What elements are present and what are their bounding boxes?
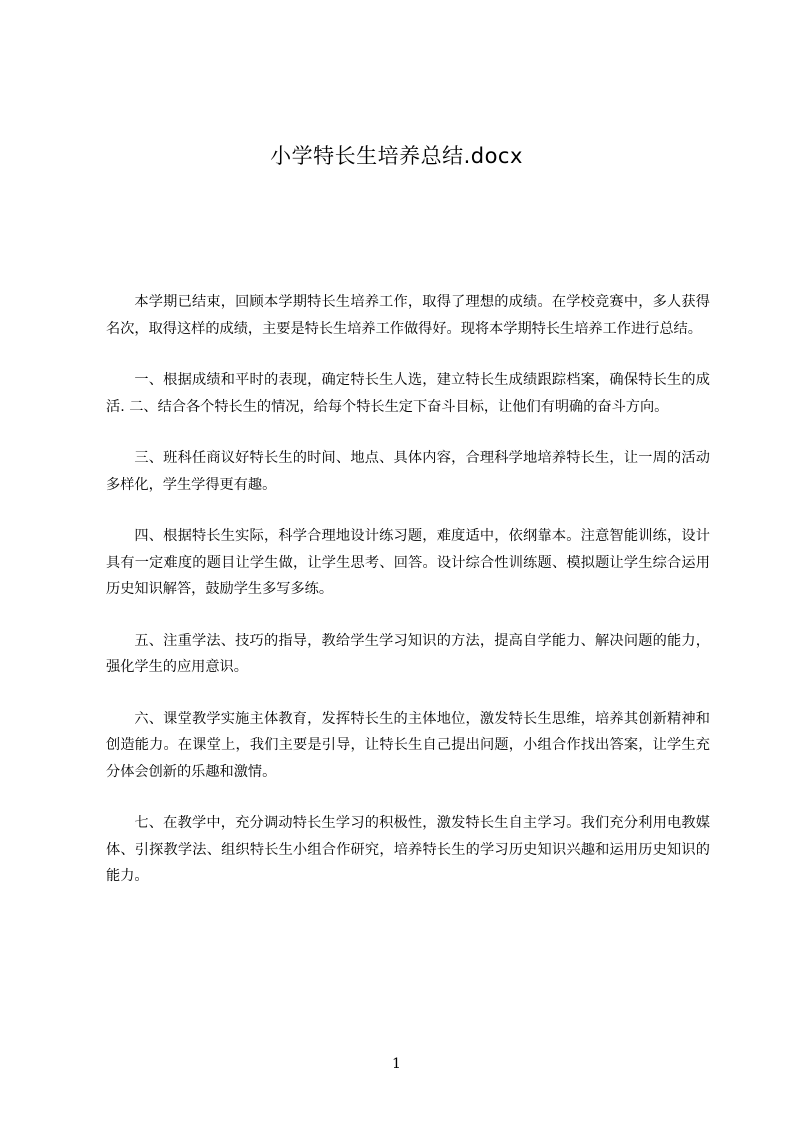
paragraph-intro: 本学期已结束，回顾本学期特长生培养工作，取得了理想的成绩。在学校竞赛中，多人获得名次，取得这样的成绩，主要是特长生培养工作做得好。现将本学期特长生培养工作进行总结。 xyxy=(106,294,710,337)
document-title: 小学特长生培养总结.docx xyxy=(270,144,523,168)
paragraph-item-1-2: 一、根据成绩和平时的表现，确定特长生人选，建立特长生成绩跟踪档案，确保特长生的成活. 二、结合各个特长生的情况，给每个特长生定下奋斗目标，让他们有明确的奋斗方向。 xyxy=(106,372,710,415)
paragraph-item-5: 五、注重学法、技巧的指导，教给学生学习知识的方法，提高自学能力、解决问题的能力，强化学生的应用意识。 xyxy=(106,632,710,675)
paragraph-item-7: 七、在教学中，充分调动特长生学习的积极性，激发特长生自主学习。我们充分利用电教媒体、引探教学法、组织特长生小组合作研究，培养特长生的学习历史知识兴趣和运用历史知识的能力。 xyxy=(106,815,710,884)
paragraph-item-4: 四、根据特长生实际，科学合理地设计练习题，难度适中，依纲靠本。注意智能训练，设计具有一定难度的题目让学生做，让学生思考、回答。设计综合性训练题、模拟题让学生综合运用历史知识解答，鼓励学生多写多练。 xyxy=(106,528,710,597)
paragraph-item-6: 六、课堂教学实施主体教育，发挥特长生的主体地位，激发特长生思维，培养其创新精神和创造能力。在课堂上，我们主要是引导，让特长生自己提出问题，小组合作找出答案，让学生充分体会创新的乐趣和激情。 xyxy=(106,710,710,780)
paragraph-item-3: 三、班科任商议好特长生的时间、地点、具体内容，合理科学地培养特长生，让一周的活动多样化，学生学得更有趣。 xyxy=(106,450,710,493)
page-number: 1 xyxy=(392,1056,401,1072)
document-body xyxy=(106,289,710,915)
